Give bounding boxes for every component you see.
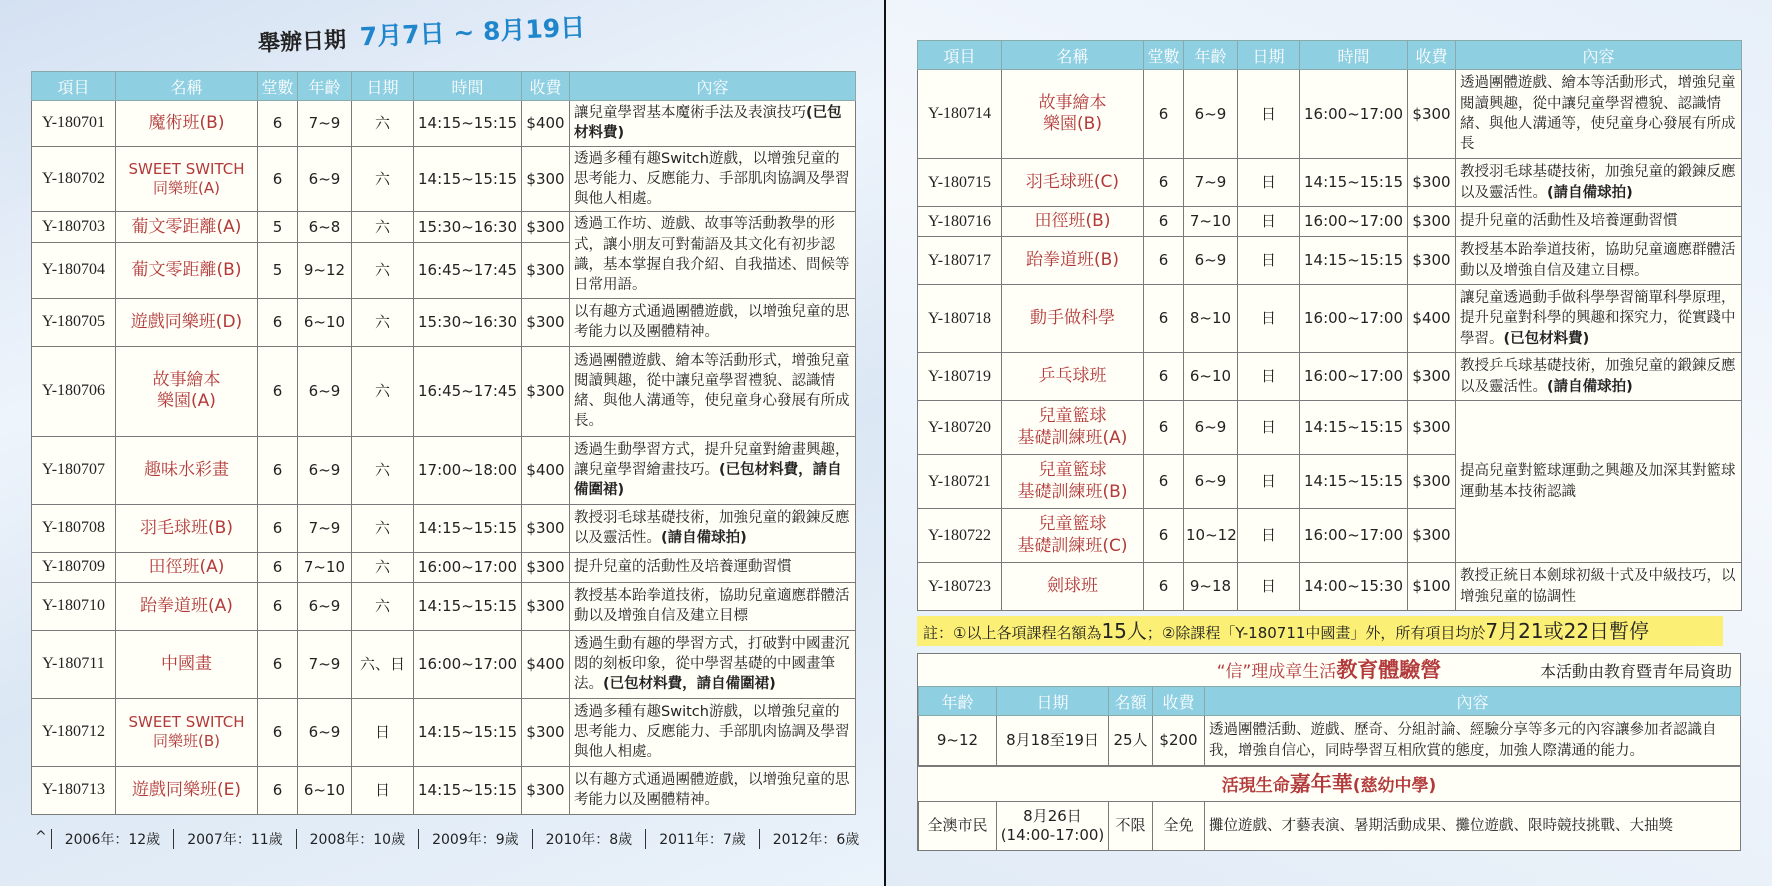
course-desc: [1456, 563, 1742, 611]
table-row: [32, 298, 856, 346]
course-desc: [570, 146, 856, 212]
course-age: 7~9: [298, 101, 352, 147]
table-row: [32, 630, 856, 698]
course-time: 14:15~15:15: [414, 582, 522, 630]
course-sessions: 6: [1144, 401, 1184, 455]
table-row: [918, 159, 1742, 207]
course-name: 故事繪本 樂園(A): [116, 346, 258, 436]
course-time: 14:15~15:15: [414, 766, 522, 814]
course-desc-text: 讓兒童學習基本魔術手法及表演技巧: [574, 105, 806, 121]
col-header: 日期: [1238, 41, 1300, 70]
course-desc-text: 教授基本跆拳道技術，協助兒童適應群體活動以及增強自信及建立目標: [574, 587, 850, 625]
course-time: 15:30~16:30: [414, 298, 522, 346]
camp-fee: $200: [1153, 716, 1205, 766]
schedule-header: [257, 6, 619, 68]
course-sessions: 6: [1144, 353, 1184, 401]
course-code: Y-180711: [32, 630, 116, 698]
course-age: 6~10: [298, 766, 352, 814]
course-time: 14:15~15:15: [1300, 455, 1408, 509]
course-desc: [570, 766, 856, 814]
course-code: Y-180714: [918, 70, 1002, 159]
course-sessions: 6: [1144, 455, 1184, 509]
col-header: 內容: [1456, 41, 1742, 70]
course-day: 六、日: [352, 630, 414, 698]
camp-title-small: “信”理成章生活: [1216, 662, 1337, 682]
course-desc-text: 透過多種有趣Switch遊戲，以增強兒童的思考能力、反應能力、手部肌肉協調及學習與他人相處。: [574, 150, 850, 208]
education-camp-box: [917, 653, 1741, 851]
col-header: 年齡: [298, 72, 352, 101]
col-header: 年齡: [919, 687, 997, 716]
course-fee: $300: [522, 698, 570, 766]
course-day: 六: [352, 552, 414, 582]
course-code: Y-180708: [32, 504, 116, 552]
table-row: [918, 70, 1742, 159]
footer-item: 2006年：12歲: [51, 829, 173, 849]
camp-date: 8月18至19日: [997, 716, 1109, 766]
table-row: [32, 212, 856, 243]
col-header: 內容: [570, 72, 856, 101]
course-fee: $300: [522, 212, 570, 243]
table-header-row: [918, 41, 1742, 70]
course-desc-text: 教授乒乓球基礎技術，加強兒童的鍛錬反應以及靈活性。: [1460, 358, 1736, 395]
course-day: 日: [1238, 237, 1300, 285]
col-header: 年齡: [1184, 41, 1238, 70]
footer-item: 2012年：6歲: [759, 829, 873, 849]
course-day: 日: [1238, 353, 1300, 401]
course-time: 16:00~17:00: [414, 630, 522, 698]
carnival-row: [919, 802, 1741, 850]
course-day: 日: [1238, 455, 1300, 509]
course-sessions: 6: [258, 582, 298, 630]
course-desc-text: 教授羽毛球基礎技術，加強兒童的鍛錬反應以及靈活性。: [574, 509, 850, 547]
course-time: 14:00~15:30: [1300, 563, 1408, 611]
course-fee: $300: [522, 504, 570, 552]
header-label: 舉辦日期: [257, 28, 347, 57]
table-row: [918, 401, 1742, 455]
course-sessions: 6: [258, 101, 298, 147]
col-header: 內容: [1205, 687, 1741, 716]
course-age: 7~9: [298, 504, 352, 552]
course-sessions: 5: [258, 243, 298, 298]
course-code: Y-180715: [918, 159, 1002, 207]
course-desc-text: 提升兒童的活動性及培養運動習慣: [1460, 213, 1678, 230]
course-time: 15:30~16:30: [414, 212, 522, 243]
carnival-quota: 不限: [1109, 802, 1153, 850]
table-row: [32, 101, 856, 147]
course-code: Y-180704: [32, 243, 116, 298]
course-fee: $300: [1408, 159, 1456, 207]
course-age: 6~10: [1184, 353, 1238, 401]
course-name: 趣味水彩畫: [116, 436, 258, 504]
col-header: 項目: [32, 72, 116, 101]
course-code: Y-180709: [32, 552, 116, 582]
course-desc-text: 透過生動有趣的學習方式，打破對中國畫沉悶的刻板印象，從中學習基礎的中國畫筆法。: [574, 635, 850, 693]
col-header: 日期: [352, 72, 414, 101]
course-desc: [570, 436, 856, 504]
course-fee: $300: [522, 146, 570, 212]
course-name: 羽毛球班(B): [116, 504, 258, 552]
carnival-desc: 攤位遊戲、才藝表演、暑期活動成果、攤位遊戲、限時競技挑戰、大抽獎: [1205, 802, 1741, 850]
course-desc: [570, 552, 856, 582]
course-desc: [1456, 70, 1742, 159]
course-table-left: [31, 71, 856, 815]
course-age: 7~10: [1184, 207, 1238, 237]
carnival-title-a: 活現生命: [1221, 776, 1290, 796]
left-page: [0, 0, 884, 886]
course-day: 日: [1238, 509, 1300, 563]
course-age: 6~10: [298, 298, 352, 346]
course-name: 魔術班(B): [116, 101, 258, 147]
course-age: 6~9: [298, 146, 352, 212]
course-time: 16:00~17:00: [1300, 509, 1408, 563]
carnival-fee: 全免: [1153, 802, 1205, 850]
course-time: 16:00~17:00: [1300, 353, 1408, 401]
course-time: 16:00~17:00: [1300, 207, 1408, 237]
course-desc-note: (已包材料費): [1503, 330, 1590, 347]
course-day: 六: [352, 243, 414, 298]
course-time: 14:15~15:15: [414, 146, 522, 212]
course-fee: $300: [1408, 70, 1456, 159]
course-code: Y-180712: [32, 698, 116, 766]
course-code: Y-180723: [918, 563, 1002, 611]
camp-quota: 25人: [1109, 716, 1153, 766]
course-age: 6~9: [298, 698, 352, 766]
course-name: 故事繪本 樂園(B): [1002, 70, 1144, 159]
course-age: 8~10: [1184, 285, 1238, 353]
course-name: 劍球班: [1002, 563, 1144, 611]
course-sessions: 6: [1144, 159, 1184, 207]
course-age: 6~9: [298, 436, 352, 504]
course-name: 中國畫: [116, 630, 258, 698]
course-desc-text: 教授羽毛球基礎技術，加強兒童的鍛錬反應以及靈活性。: [1460, 164, 1736, 201]
footer-item: 2011年：7歲: [645, 829, 759, 849]
course-time: 16:45~17:45: [414, 346, 522, 436]
course-name: 兒童籃球 基礎訓練班(A): [1002, 401, 1144, 455]
course-fee: $300: [1408, 455, 1456, 509]
course-fee: $300: [522, 766, 570, 814]
table-header-row: [32, 72, 856, 101]
course-sessions: 6: [1144, 237, 1184, 285]
course-name: SWEET SWITCH 同樂班(A): [116, 146, 258, 212]
course-desc: [570, 101, 856, 147]
course-name: 跆拳道班(B): [1002, 237, 1144, 285]
course-age: 7~9: [298, 630, 352, 698]
course-code: Y-180701: [32, 101, 116, 147]
table-row: [32, 436, 856, 504]
col-header: 時間: [1300, 41, 1408, 70]
camp-header-row: [919, 687, 1741, 716]
col-header: 日期: [997, 687, 1109, 716]
col-header: 堂數: [1144, 41, 1184, 70]
footer-item: 2009年：9歲: [418, 829, 532, 849]
course-desc-text: 讓兒童透過動手做科學學習簡單科學原理，提升兒童對科學的興趣和探究力，從實踐中學習。: [1460, 290, 1736, 347]
course-table-right: [917, 40, 1742, 611]
course-sessions: 6: [258, 552, 298, 582]
course-age: 6~8: [298, 212, 352, 243]
course-desc-text: 提高兒童對籃球運動之興趣及加深其對籃球運動基本技術認識: [1460, 463, 1736, 500]
course-desc-note: (已包材料費): [574, 105, 842, 142]
course-sessions: 6: [258, 630, 298, 698]
course-name: 動手做科學: [1002, 285, 1144, 353]
course-fee: $400: [522, 630, 570, 698]
course-fee: $300: [522, 243, 570, 298]
course-desc-text: 以有趣方式通過團體遊戲，以增強兒童的思考能力以及團體精神。: [574, 771, 850, 809]
course-desc-text: 透過工作坊、遊戲、故事等活動教學的形式，讓小朋友可對葡語及其文化有初步認識，基本掌握自我介紹、自我描述、問候等日常用語。: [574, 216, 850, 294]
course-sessions: 5: [258, 212, 298, 243]
course-desc: [1456, 159, 1742, 207]
course-time: 16:45~17:45: [414, 243, 522, 298]
course-name: 葡文零距離(B): [116, 243, 258, 298]
course-code: Y-180716: [918, 207, 1002, 237]
course-code: Y-180719: [918, 353, 1002, 401]
course-day: 六: [352, 146, 414, 212]
course-name: 兒童籃球 基礎訓練班(B): [1002, 455, 1144, 509]
course-day: 六: [352, 346, 414, 436]
course-desc-note: (請自備球拍): [661, 530, 747, 547]
course-fee: $300: [1408, 353, 1456, 401]
course-fee: $300: [522, 298, 570, 346]
course-code: Y-180720: [918, 401, 1002, 455]
note-middle: ；②除課程「Y-180711中國畫」外，所有項目均於: [1146, 624, 1486, 642]
col-header: 名額: [1109, 687, 1153, 716]
table-row: [918, 563, 1742, 611]
note-prefix: 註：①以上各項課程名額為: [923, 624, 1102, 642]
course-code: Y-180718: [918, 285, 1002, 353]
course-sessions: 6: [258, 298, 298, 346]
course-day: 六: [352, 101, 414, 147]
course-name: 葡文零距離(A): [116, 212, 258, 243]
footer-item: 2010年：8歲: [532, 829, 646, 849]
course-sessions: 6: [258, 504, 298, 552]
course-desc-note: (已包材料費，請自備圍裙): [603, 676, 776, 693]
course-day: 六: [352, 298, 414, 346]
footer-item: 2007年：11歲: [173, 829, 295, 849]
course-desc: [570, 698, 856, 766]
course-desc: [570, 504, 856, 552]
table-row: [32, 698, 856, 766]
header-dates: 7月7日 ~ 8月19日: [359, 12, 586, 52]
course-sessions: 6: [258, 436, 298, 504]
table-row: [32, 346, 856, 436]
course-age: 6~9: [298, 582, 352, 630]
table-row: [32, 146, 856, 212]
course-name: 羽毛球班(C): [1002, 159, 1144, 207]
course-desc-text: 以有趣方式通過團體遊戲，以增強兒童的思考能力以及團體精神。: [574, 303, 850, 341]
course-age: 6~9: [1184, 237, 1238, 285]
carnival-date: 8月26日 (14:00-17:00): [997, 802, 1109, 850]
course-time: 14:15~15:15: [1300, 401, 1408, 455]
camp-sponsor: 本活動由教育暨青年局資助: [1539, 662, 1732, 681]
course-code: Y-180706: [32, 346, 116, 436]
col-header: 項目: [918, 41, 1002, 70]
course-fee: $300: [522, 552, 570, 582]
course-age: 6~9: [1184, 70, 1238, 159]
footer-item: ^: [35, 829, 47, 845]
course-code: Y-180707: [32, 436, 116, 504]
course-time: 14:15~15:15: [414, 504, 522, 552]
course-fee: $300: [1408, 509, 1456, 563]
course-desc-text: 透過團體遊戲、繪本等活動形式，增強兒童閱讀興趣，從中讓兒童學習禮貌、認識情緒、與他人溝通等，使兒童身心發展有所成長: [1460, 75, 1736, 153]
course-desc-text: 透過團體遊戲、繪本等活動形式，增強兒童閱讀興趣，從中讓兒童學習禮貌、認識情緒、與他人溝通等，使兒童身心發展有所成長。: [574, 352, 850, 430]
course-fee: $300: [522, 582, 570, 630]
note-stop-dates: 7月21或22日暫停: [1485, 619, 1650, 643]
course-fee: $300: [1408, 207, 1456, 237]
course-day: 六: [352, 436, 414, 504]
course-desc: [570, 298, 856, 346]
camp-desc: 透過團體活動、遊戲、歷奇、分組討論、經驗分享等多元的內容讓參加者認識自我，增強自信心，同時學習互相欣賞的態度，加強人際溝通的能力。: [1205, 716, 1741, 766]
course-day: 日: [1238, 207, 1300, 237]
table-row: [32, 552, 856, 582]
course-fee: $400: [522, 101, 570, 147]
course-fee: $300: [1408, 401, 1456, 455]
course-day: 日: [352, 698, 414, 766]
course-name: 田徑班(B): [1002, 207, 1144, 237]
course-code: Y-180705: [32, 298, 116, 346]
course-name: 跆拳道班(A): [116, 582, 258, 630]
course-time: 17:00~18:00: [414, 436, 522, 504]
table-row: [918, 207, 1742, 237]
course-name: 乒乓球班: [1002, 353, 1144, 401]
table-row: [918, 285, 1742, 353]
course-code: Y-180721: [918, 455, 1002, 509]
col-header: 收費: [1408, 41, 1456, 70]
course-fee: $400: [1408, 285, 1456, 353]
table-row: [32, 766, 856, 814]
note-quota: 15人: [1101, 619, 1147, 643]
course-time: 16:00~17:00: [1300, 285, 1408, 353]
course-desc-text: 透過多種有趣Switch游戲，以增強兒童的思考能力、反應能力、手部肌肉協調及學習與他人相處。: [574, 703, 850, 761]
course-day: 六: [352, 582, 414, 630]
table-row: [918, 237, 1742, 285]
col-header: 堂數: [258, 72, 298, 101]
course-age: 6~9: [1184, 401, 1238, 455]
course-name: 田徑班(A): [116, 552, 258, 582]
course-time: 16:00~17:00: [1300, 70, 1408, 159]
col-header: 收費: [1153, 687, 1205, 716]
course-sessions: 6: [1144, 509, 1184, 563]
course-desc: [570, 346, 856, 436]
camp-title: [918, 654, 1740, 686]
course-sessions: 6: [1144, 207, 1184, 237]
course-sessions: 6: [1144, 70, 1184, 159]
course-desc-text: 教授基本跆拳道技術，協助兒童適應群體活動以及增強自信及建立目標。: [1460, 242, 1736, 279]
course-time: 14:15~15:15: [1300, 159, 1408, 207]
course-age: 6~9: [1184, 455, 1238, 509]
course-note: [917, 616, 1723, 646]
birth-year-age-footer: [31, 829, 860, 849]
course-time: 14:15~15:15: [1300, 237, 1408, 285]
course-day: 六: [352, 504, 414, 552]
course-day: 六: [352, 212, 414, 243]
course-day: 日: [352, 766, 414, 814]
course-desc-note: (請自備球拍): [1547, 184, 1633, 201]
course-code: Y-180702: [32, 146, 116, 212]
course-sessions: 6: [258, 346, 298, 436]
course-sessions: 6: [258, 698, 298, 766]
carnival-section: [918, 766, 1740, 850]
camp-row: [919, 716, 1741, 766]
course-name: 遊戲同樂班(E): [116, 766, 258, 814]
course-desc: [1456, 401, 1742, 563]
course-code: Y-180717: [918, 237, 1002, 285]
course-fee: $300: [522, 346, 570, 436]
course-age: 6~9: [298, 346, 352, 436]
course-code: Y-180722: [918, 509, 1002, 563]
course-desc-text: 提升兒童的活動性及培養運動習慣: [574, 559, 792, 576]
course-desc: [1456, 285, 1742, 353]
table-row: [32, 504, 856, 552]
course-desc: [570, 212, 856, 298]
col-header: 名稱: [116, 72, 258, 101]
course-desc: [1456, 353, 1742, 401]
camp-age: 9~12: [919, 716, 997, 766]
course-time: 14:15~15:15: [414, 698, 522, 766]
course-day: 日: [1238, 401, 1300, 455]
course-day: 日: [1238, 159, 1300, 207]
course-age: 7~9: [1184, 159, 1238, 207]
course-name: 兒童籃球 基礎訓練班(C): [1002, 509, 1144, 563]
col-header: 收費: [522, 72, 570, 101]
course-code: Y-180710: [32, 582, 116, 630]
course-fee: $100: [1408, 563, 1456, 611]
course-desc: [1456, 207, 1742, 237]
col-header: 名稱: [1002, 41, 1144, 70]
carnival-table: [918, 801, 1741, 850]
carnival-title-b: (慈幼中學): [1352, 776, 1437, 796]
course-age: 9~18: [1184, 563, 1238, 611]
camp-table: [918, 686, 1741, 766]
course-age: 10~12: [1184, 509, 1238, 563]
footer-item: 2008年：10歲: [296, 829, 418, 849]
course-desc-note: (請自備球拍): [1547, 378, 1633, 395]
course-desc-text: 透過生動學習方式，提升兒童對繪畫興趣，讓兒童學習繪畫技巧。: [574, 441, 850, 479]
col-header: 時間: [414, 72, 522, 101]
course-day: 日: [1238, 285, 1300, 353]
table-row: [32, 582, 856, 630]
course-time: 14:15~15:15: [414, 101, 522, 147]
camp-title-big: 教育體驗營: [1336, 658, 1442, 682]
course-age: 7~10: [298, 552, 352, 582]
course-day: 日: [1238, 563, 1300, 611]
course-desc-text: 教授正統日本劍球初級十式及中級技巧，以增強兒童的協調性: [1460, 568, 1736, 605]
course-sessions: 6: [258, 766, 298, 814]
course-name: 遊戲同樂班(D): [116, 298, 258, 346]
course-fee: $400: [522, 436, 570, 504]
course-code: Y-180703: [32, 212, 116, 243]
table-row: [918, 353, 1742, 401]
course-sessions: 6: [1144, 285, 1184, 353]
course-desc: [570, 630, 856, 698]
course-day: 日: [1238, 70, 1300, 159]
course-time: 16:00~17:00: [414, 552, 522, 582]
course-name: SWEET SWITCH 同樂班(B): [116, 698, 258, 766]
course-sessions: 6: [1144, 563, 1184, 611]
course-code: Y-180713: [32, 766, 116, 814]
carnival-title-big: 嘉年華: [1289, 772, 1353, 796]
course-desc: [570, 582, 856, 630]
course-sessions: 6: [258, 146, 298, 212]
course-desc-note: (已包材料費，請自備圍裙): [574, 462, 842, 499]
carnival-title: [918, 766, 1740, 801]
course-age: 9~12: [298, 243, 352, 298]
carnival-who: 全澳市民: [919, 802, 997, 850]
course-desc: [1456, 237, 1742, 285]
course-fee: $300: [1408, 237, 1456, 285]
